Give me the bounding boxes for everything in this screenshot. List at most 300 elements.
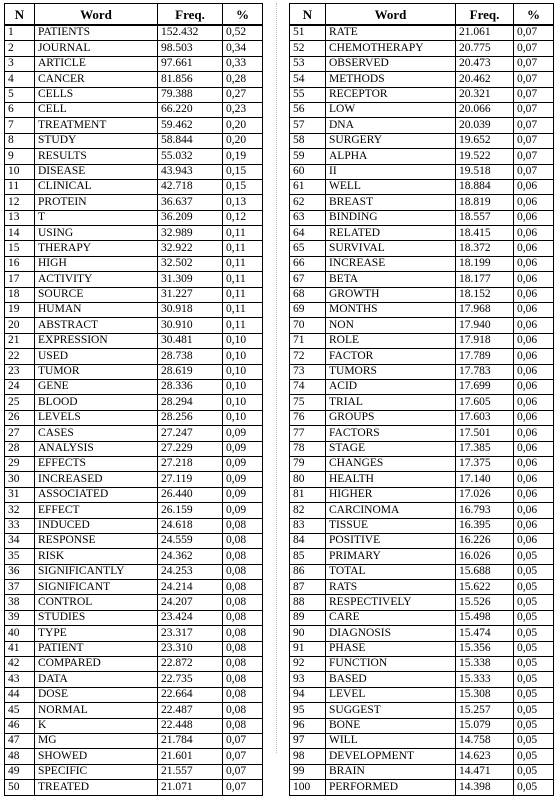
percent-cell: 0,07 [514, 149, 554, 164]
table-row [290, 287, 554, 302]
header-pct: % [223, 4, 263, 26]
frequency-cell: 20.039 [456, 118, 514, 133]
word-cell: DOSE [35, 687, 158, 702]
percent-cell: 0,08 [223, 549, 263, 564]
word-cell: PHASE [326, 641, 456, 656]
rank-cell: 39 [5, 610, 35, 625]
table-row [290, 364, 554, 379]
word-cell: USED [35, 349, 158, 364]
percent-cell: 0,06 [514, 395, 554, 410]
table-row [290, 718, 554, 733]
frequency-cell: 17.918 [456, 333, 514, 348]
frequency-cell: 15.526 [456, 595, 514, 610]
rank-cell: 77 [290, 426, 326, 441]
table-row [5, 549, 263, 564]
table-row [290, 303, 554, 318]
table-row [5, 87, 263, 102]
rank-cell: 22 [5, 349, 35, 364]
percent-cell: 0,05 [514, 687, 554, 702]
frequency-cell: 22.487 [158, 703, 223, 718]
frequency-cell: 31.227 [158, 287, 223, 302]
rank-cell: 51 [290, 25, 326, 41]
percent-cell: 0,20 [223, 118, 263, 133]
rank-cell: 88 [290, 595, 326, 610]
word-cell: RECEPTOR [326, 87, 456, 102]
frequency-cell: 21.557 [158, 764, 223, 779]
table-row [5, 395, 263, 410]
table-row [290, 195, 554, 210]
table-row [5, 25, 263, 41]
word-cell: PROTEIN [35, 195, 158, 210]
rank-cell: 64 [290, 226, 326, 241]
table-row [290, 256, 554, 271]
rank-cell: 53 [290, 56, 326, 71]
word-cell: T [35, 210, 158, 225]
word-cell: PATIENTS [35, 25, 158, 41]
word-cell: BREAST [326, 195, 456, 210]
frequency-cell: 14.623 [456, 749, 514, 764]
frequency-cell: 30.910 [158, 318, 223, 333]
rank-cell: 30 [5, 472, 35, 487]
word-cell: RESPONSE [35, 533, 158, 548]
percent-cell: 0,06 [514, 272, 554, 287]
percent-cell: 0,08 [223, 610, 263, 625]
percent-cell: 0,07 [223, 749, 263, 764]
percent-cell: 0,06 [514, 410, 554, 425]
percent-cell: 0,06 [514, 287, 554, 302]
rank-cell: 17 [5, 272, 35, 287]
rank-cell: 47 [5, 733, 35, 748]
frequency-cell: 15.688 [456, 564, 514, 579]
rank-cell: 68 [290, 287, 326, 302]
rank-cell: 72 [290, 349, 326, 364]
table-row [290, 410, 554, 425]
percent-cell: 0,09 [223, 472, 263, 487]
word-cell: ANALYSIS [35, 441, 158, 456]
word-cell: POSITIVE [326, 533, 456, 548]
word-cell: CASES [35, 426, 158, 441]
table-row [5, 226, 263, 241]
frequency-cell: 17.783 [456, 364, 514, 379]
word-cell: SURVIVAL [326, 241, 456, 256]
frequency-cell: 15.338 [456, 657, 514, 672]
word-cell: OBSERVED [326, 56, 456, 71]
percent-cell: 0,06 [514, 179, 554, 194]
frequency-cell: 23.310 [158, 641, 223, 656]
percent-cell: 0,06 [514, 241, 554, 256]
table-row [5, 733, 263, 748]
word-cell: RATS [326, 580, 456, 595]
rank-cell: 43 [5, 672, 35, 687]
header-row [5, 4, 263, 26]
table-row [5, 410, 263, 425]
rank-cell: 21 [5, 333, 35, 348]
frequency-cell: 17.140 [456, 472, 514, 487]
frequency-cell: 36.209 [158, 210, 223, 225]
percent-cell: 0,12 [223, 210, 263, 225]
percent-cell: 0,11 [223, 272, 263, 287]
word-cell: ASSOCIATED [35, 487, 158, 502]
rank-cell: 44 [5, 687, 35, 702]
table-row [290, 595, 554, 610]
frequency-cell: 30.481 [158, 333, 223, 348]
word-cell: RATE [326, 25, 456, 41]
frequency-cell: 15.622 [456, 580, 514, 595]
frequency-cell: 21.784 [158, 733, 223, 748]
table-row [5, 133, 263, 148]
rank-cell: 2 [5, 41, 35, 56]
rank-cell: 48 [5, 749, 35, 764]
rank-cell: 41 [5, 641, 35, 656]
rank-cell: 59 [290, 149, 326, 164]
word-cell: INCREASE [326, 256, 456, 271]
percent-cell: 0,07 [514, 41, 554, 56]
table-row [290, 379, 554, 394]
percent-cell: 0,52 [223, 25, 263, 41]
percent-cell: 0,07 [514, 56, 554, 71]
word-cell: SIGNIFICANT [35, 580, 158, 595]
word-cell: LEVEL [326, 687, 456, 702]
table-row [290, 56, 554, 71]
word-cell: BLOOD [35, 395, 158, 410]
word-cell: HEALTH [326, 472, 456, 487]
frequency-cell: 17.699 [456, 379, 514, 394]
frequency-cell: 17.968 [456, 303, 514, 318]
rank-cell: 58 [290, 133, 326, 148]
table-row [5, 149, 263, 164]
percent-cell: 0,06 [514, 503, 554, 518]
percent-cell: 0,07 [514, 102, 554, 117]
table-row [5, 703, 263, 718]
table-row [290, 149, 554, 164]
frequency-cell: 58.844 [158, 133, 223, 148]
word-cell: CELLS [35, 87, 158, 102]
word-cell: STUDY [35, 133, 158, 148]
word-cell: SUGGEST [326, 703, 456, 718]
percent-cell: 0,08 [223, 687, 263, 702]
frequency-cell: 16.026 [456, 549, 514, 564]
word-cell: SIGNIFICANTLY [35, 564, 158, 579]
percent-cell: 0,11 [223, 318, 263, 333]
percent-cell: 0,08 [223, 518, 263, 533]
percent-cell: 0,08 [223, 580, 263, 595]
frequency-cell: 26.440 [158, 487, 223, 502]
percent-cell: 0,06 [514, 472, 554, 487]
percent-cell: 0,06 [514, 518, 554, 533]
table-row [5, 503, 263, 518]
table-row [290, 533, 554, 548]
percent-cell: 0,28 [223, 72, 263, 87]
word-cell: EFFECT [35, 503, 158, 518]
frequency-cell: 27.218 [158, 456, 223, 471]
percent-cell: 0,05 [514, 672, 554, 687]
table-row [290, 441, 554, 456]
table-row [290, 518, 554, 533]
header-word: Word [326, 4, 456, 26]
word-cell: GROUPS [326, 410, 456, 425]
word-cell: CELL [35, 102, 158, 117]
word-cell: RISK [35, 549, 158, 564]
table-row [290, 133, 554, 148]
table-row [5, 533, 263, 548]
percent-cell: 0,05 [514, 733, 554, 748]
percent-cell: 0,05 [514, 764, 554, 779]
word-cell: ACTIVITY [35, 272, 158, 287]
table-row [5, 364, 263, 379]
rank-cell: 82 [290, 503, 326, 518]
word-cell: EFFECTS [35, 456, 158, 471]
rank-cell: 78 [290, 441, 326, 456]
table-row [290, 272, 554, 287]
frequency-cell: 15.257 [456, 703, 514, 718]
rank-cell: 99 [290, 764, 326, 779]
word-cell: ALPHA [326, 149, 456, 164]
rank-cell: 50 [5, 780, 35, 795]
rank-cell: 69 [290, 303, 326, 318]
frequency-cell: 24.559 [158, 533, 223, 548]
frequency-cell: 32.502 [158, 256, 223, 271]
percent-cell: 0,06 [514, 379, 554, 394]
rank-cell: 49 [5, 764, 35, 779]
word-cell: TRIAL [326, 395, 456, 410]
frequency-cell: 98.503 [158, 41, 223, 56]
percent-cell: 0,11 [223, 256, 263, 271]
word-cell: HUMAN [35, 303, 158, 318]
word-cell: STUDIES [35, 610, 158, 625]
table-row [5, 749, 263, 764]
percent-cell: 0,15 [223, 164, 263, 179]
table-row [5, 56, 263, 71]
percent-cell: 0,10 [223, 379, 263, 394]
rank-cell: 8 [5, 133, 35, 148]
word-cell: HIGH [35, 256, 158, 271]
rank-cell: 84 [290, 533, 326, 548]
word-cell: TREATED [35, 780, 158, 795]
percent-cell: 0,05 [514, 641, 554, 656]
table-row [290, 641, 554, 656]
percent-cell: 0,05 [514, 595, 554, 610]
rank-cell: 90 [290, 626, 326, 641]
table-row [290, 487, 554, 502]
percent-cell: 0,07 [514, 164, 554, 179]
table-row [5, 318, 263, 333]
table-row [5, 118, 263, 133]
rank-cell: 20 [5, 318, 35, 333]
word-cell: BRAIN [326, 764, 456, 779]
percent-cell: 0,05 [514, 780, 554, 795]
percent-cell: 0,05 [514, 549, 554, 564]
rank-cell: 19 [5, 303, 35, 318]
word-cell: DIAGNOSIS [326, 626, 456, 641]
rank-cell: 40 [5, 626, 35, 641]
header-freq: Freq. [456, 4, 514, 26]
table-row [5, 641, 263, 656]
rank-cell: 97 [290, 733, 326, 748]
percent-cell: 0,07 [223, 733, 263, 748]
rank-cell: 32 [5, 503, 35, 518]
table-row [5, 272, 263, 287]
rank-cell: 80 [290, 472, 326, 487]
table-row [5, 72, 263, 87]
word-cell: BONE [326, 718, 456, 733]
rank-cell: 81 [290, 487, 326, 502]
rank-cell: 63 [290, 210, 326, 225]
table-row [290, 626, 554, 641]
rank-cell: 92 [290, 657, 326, 672]
percent-cell: 0,07 [514, 25, 554, 41]
table-row [5, 441, 263, 456]
frequency-cell: 16.793 [456, 503, 514, 518]
word-cell: FUNCTION [326, 657, 456, 672]
column-divider [276, 3, 277, 753]
frequency-cell: 17.603 [456, 410, 514, 425]
rank-cell: 96 [290, 718, 326, 733]
percent-cell: 0,34 [223, 41, 263, 56]
word-cell: INCREASED [35, 472, 158, 487]
percent-cell: 0,06 [514, 487, 554, 502]
rank-cell: 33 [5, 518, 35, 533]
word-cell: ABSTRACT [35, 318, 158, 333]
rank-cell: 89 [290, 610, 326, 625]
table-row [5, 780, 263, 795]
word-cell: BASED [326, 672, 456, 687]
percent-cell: 0,05 [514, 718, 554, 733]
rank-cell: 5 [5, 87, 35, 102]
table-row [5, 303, 263, 318]
word-cell: ARTICLE [35, 56, 158, 71]
word-cell: RESPECTIVELY [326, 595, 456, 610]
rank-cell: 12 [5, 195, 35, 210]
table-row [5, 256, 263, 271]
word-cell: STAGE [326, 441, 456, 456]
frequency-cell: 97.661 [158, 56, 223, 71]
percent-cell: 0,08 [223, 564, 263, 579]
table-row [290, 179, 554, 194]
table-row [5, 764, 263, 779]
word-cell: TOTAL [326, 564, 456, 579]
frequency-cell: 17.026 [456, 487, 514, 502]
frequency-cell: 27.119 [158, 472, 223, 487]
rank-cell: 55 [290, 87, 326, 102]
table-row [5, 487, 263, 502]
frequency-cell: 15.498 [456, 610, 514, 625]
percent-cell: 0,05 [514, 610, 554, 625]
rank-cell: 26 [5, 410, 35, 425]
rank-cell: 54 [290, 72, 326, 87]
frequency-cell: 18.152 [456, 287, 514, 302]
frequency-cell: 22.664 [158, 687, 223, 702]
rank-cell: 85 [290, 549, 326, 564]
word-cell: MONTHS [326, 303, 456, 318]
table-row [290, 672, 554, 687]
word-cell: RELATED [326, 226, 456, 241]
percent-cell: 0,06 [514, 303, 554, 318]
table-row [5, 518, 263, 533]
table-row [5, 657, 263, 672]
frequency-cell: 24.207 [158, 595, 223, 610]
rank-cell: 76 [290, 410, 326, 425]
table-row [5, 41, 263, 56]
percent-cell: 0,06 [514, 456, 554, 471]
table-row [5, 672, 263, 687]
frequency-cell: 24.362 [158, 549, 223, 564]
frequency-cell: 21.601 [158, 749, 223, 764]
table-row [290, 580, 554, 595]
table-row [5, 379, 263, 394]
percent-cell: 0,07 [223, 764, 263, 779]
percent-cell: 0,06 [514, 349, 554, 364]
rank-cell: 66 [290, 256, 326, 271]
percent-cell: 0,06 [514, 256, 554, 271]
rank-cell: 75 [290, 395, 326, 410]
rank-cell: 27 [5, 426, 35, 441]
word-cell: SPECIFIC [35, 764, 158, 779]
rank-cell: 1 [5, 25, 35, 41]
header-row [290, 4, 554, 26]
percent-cell: 0,07 [514, 87, 554, 102]
word-cell: BINDING [326, 210, 456, 225]
percent-cell: 0,06 [514, 533, 554, 548]
frequency-cell: 14.471 [456, 764, 514, 779]
table-row [5, 472, 263, 487]
frequency-cell: 66.220 [158, 102, 223, 117]
rank-cell: 7 [5, 118, 35, 133]
table-row [290, 41, 554, 56]
rank-cell: 42 [5, 657, 35, 672]
table-row [5, 102, 263, 117]
table-row [290, 226, 554, 241]
percent-cell: 0,06 [514, 364, 554, 379]
word-cell: TISSUE [326, 518, 456, 533]
table-row [290, 657, 554, 672]
word-cell: EXPRESSION [35, 333, 158, 348]
rank-cell: 25 [5, 395, 35, 410]
percent-cell: 0,08 [223, 533, 263, 548]
table-row [5, 626, 263, 641]
frequency-cell: 28.256 [158, 410, 223, 425]
frequency-cell: 24.618 [158, 518, 223, 533]
table-row [290, 549, 554, 564]
table-row [5, 287, 263, 302]
percent-cell: 0,10 [223, 410, 263, 425]
word-frequency-table-left [4, 3, 263, 796]
rank-cell: 60 [290, 164, 326, 179]
word-cell: JOURNAL [35, 41, 158, 56]
frequency-cell: 27.229 [158, 441, 223, 456]
frequency-cell: 22.448 [158, 718, 223, 733]
rank-cell: 45 [5, 703, 35, 718]
percent-cell: 0,09 [223, 441, 263, 456]
percent-cell: 0,05 [514, 703, 554, 718]
percent-cell: 0,06 [514, 441, 554, 456]
rank-cell: 100 [290, 780, 326, 795]
table-row [5, 610, 263, 625]
rank-cell: 87 [290, 580, 326, 595]
table-row [290, 87, 554, 102]
rank-cell: 9 [5, 149, 35, 164]
percent-cell: 0,08 [223, 672, 263, 687]
rank-cell: 93 [290, 672, 326, 687]
word-cell: FACTOR [326, 349, 456, 364]
table-row [5, 333, 263, 348]
frequency-cell: 15.474 [456, 626, 514, 641]
table-row [5, 179, 263, 194]
percent-cell: 0,07 [514, 133, 554, 148]
frequency-cell: 21.071 [158, 780, 223, 795]
word-cell: SOURCE [35, 287, 158, 302]
frequency-cell: 59.462 [158, 118, 223, 133]
table-row [5, 687, 263, 702]
